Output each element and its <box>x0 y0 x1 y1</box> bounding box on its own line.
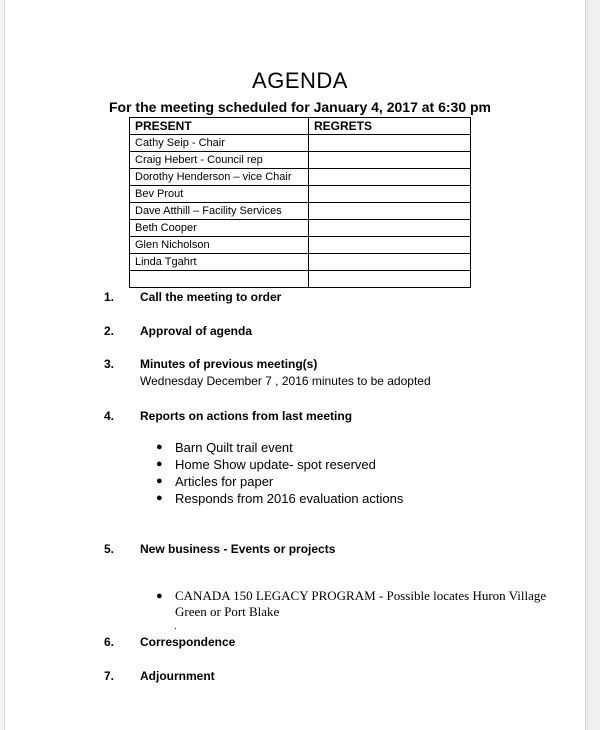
regrets-cell <box>309 169 471 186</box>
item-number: 2. <box>104 324 115 338</box>
item-title-call-to-order: Call the meeting to order <box>140 290 282 304</box>
table-row <box>130 271 471 288</box>
bullet-icon: ● <box>156 475 163 487</box>
item-detail-minutes: Wednesday December 7 , 2016 minutes to be adopted <box>140 374 431 388</box>
item-title-minutes: Minutes of previous meeting(s) <box>140 357 318 371</box>
item-title-approval: Approval of agenda <box>140 324 253 338</box>
bullet-icon: ● <box>156 590 163 602</box>
list-item: ● Responds from 2016 evaluation actions <box>156 491 404 506</box>
present-cell: Dorothy Henderson – vice Chair <box>130 169 309 186</box>
attendance-header-row <box>130 118 471 135</box>
item-number: 6. <box>104 635 115 649</box>
list-item: ● Barn Quilt trail event <box>156 440 293 455</box>
document-title: AGENDA <box>252 68 348 93</box>
regrets-cell <box>309 152 471 169</box>
table-row <box>130 152 471 169</box>
regrets-cell <box>309 135 471 152</box>
item-number: 3. <box>104 357 115 371</box>
item-number: 1. <box>104 290 115 304</box>
present-cell: Beth Cooper <box>130 220 309 237</box>
bullet-icon: ● <box>156 441 163 453</box>
stray-dot: . <box>174 621 177 632</box>
attendance-table <box>129 117 471 288</box>
regrets-header: REGRETS <box>309 118 471 135</box>
table-row <box>130 220 471 237</box>
regrets-cell <box>309 203 471 220</box>
present-cell: Bev Prout <box>130 186 309 203</box>
present-cell <box>130 271 309 288</box>
bullet-icon: ● <box>156 458 163 470</box>
present-cell: Linda Tgahrt <box>130 254 309 271</box>
item-number: 5. <box>104 542 115 556</box>
regrets-cell <box>309 271 471 288</box>
item-number: 7. <box>104 669 115 683</box>
bullet-icon: ● <box>156 492 163 504</box>
reports-bullet-list <box>156 439 403 507</box>
table-row <box>130 135 471 152</box>
item-title-reports: Reports on actions from last meeting <box>140 409 353 423</box>
regrets-cell <box>309 220 471 237</box>
present-cell: Dave Atthill – Facility Services <box>130 203 309 220</box>
program-detail: - Possible locates Huron Village Green or Port Blake <box>175 588 547 619</box>
table-row <box>130 237 471 254</box>
present-cell: Cathy Seip - Chair <box>130 135 309 152</box>
list-item: ● Home Show update- spot reserved <box>156 457 376 472</box>
table-row <box>130 186 471 203</box>
table-row <box>130 203 471 220</box>
table-row <box>130 169 471 186</box>
table-row <box>130 254 471 271</box>
program-name: CANADA 150 LEGACY PROGRAM <box>175 588 376 603</box>
item-number: 4. <box>104 409 115 423</box>
present-cell: Glen Nicholson <box>130 237 309 254</box>
list-item: ● Articles for paper <box>156 474 274 489</box>
regrets-cell <box>309 237 471 254</box>
item-title-new-business: New business - Events or projects <box>140 542 336 556</box>
regrets-cell <box>309 186 471 203</box>
present-header: PRESENT <box>130 118 309 135</box>
present-cell: Craig Hebert - Council rep <box>130 152 309 169</box>
new-business-bullet <box>156 588 565 620</box>
meeting-subtitle: For the meeting scheduled for January 4, 2017 at 6:30 pm <box>108 99 491 115</box>
regrets-cell <box>309 254 471 271</box>
item-title-adjournment: Adjournment <box>140 669 215 683</box>
item-title-correspondence: Correspondence <box>140 635 236 649</box>
